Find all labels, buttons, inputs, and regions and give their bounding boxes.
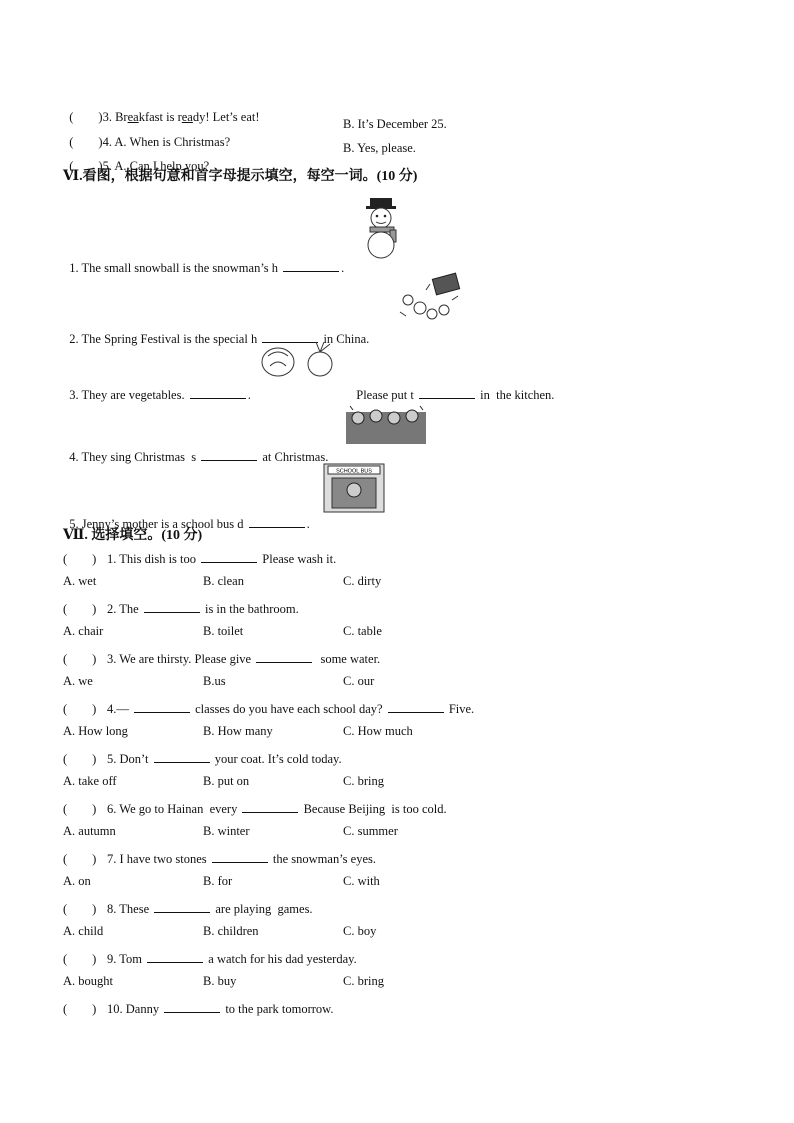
question-text: 9. Tom bbox=[107, 952, 143, 966]
s6-item-1: 1. The small snowball is the snowman’s h . bbox=[69, 261, 345, 275]
option-c[interactable]: C. our bbox=[343, 674, 375, 688]
question-answer-text: Five. bbox=[445, 702, 475, 716]
question-3 bbox=[63, 649, 380, 667]
answer-paren[interactable]: ( ) bbox=[63, 852, 97, 866]
top-item-5-option-b: B. Yes, please. bbox=[343, 141, 416, 155]
option-b[interactable]: B.us bbox=[203, 674, 226, 688]
top-item-4-option-b: B. It’s December 25. bbox=[343, 117, 447, 131]
option-a[interactable]: A. child bbox=[63, 924, 104, 938]
option-a[interactable]: A. How long bbox=[63, 724, 128, 738]
option-b[interactable]: B. winter bbox=[203, 824, 250, 838]
question-text: 5. Don’t bbox=[107, 752, 149, 766]
option-b[interactable]: B. toilet bbox=[203, 624, 244, 638]
answer-blank[interactable] bbox=[190, 387, 246, 399]
option-a[interactable]: A. chair bbox=[63, 624, 104, 638]
option-a[interactable]: A. autumn bbox=[63, 824, 116, 838]
option-c[interactable]: C. How much bbox=[343, 724, 413, 738]
answer-paren[interactable]: ( ) bbox=[63, 952, 97, 966]
option-c[interactable]: C. summer bbox=[343, 824, 398, 838]
answer-paren[interactable]: ( ) bbox=[63, 652, 97, 666]
s6-item-5: 5. Jenny’s mother is a school bus d . bbox=[69, 517, 310, 531]
option-c[interactable]: C. dirty bbox=[343, 574, 382, 588]
answer-blank[interactable] bbox=[147, 951, 203, 963]
s6-item-2: 2. The Spring Festival is the special h in China. bbox=[69, 332, 370, 346]
top-item-3: ( )3. Breakfast is ready! Let’s eat! bbox=[69, 110, 260, 124]
top-item-4: ( )4. A. When is Christmas? bbox=[69, 135, 231, 149]
question-6 bbox=[63, 799, 447, 817]
option-c[interactable]: C. with bbox=[343, 874, 380, 888]
question-text-end: to the park tomorrow. bbox=[222, 1002, 334, 1016]
question-text: 4.— bbox=[107, 702, 129, 716]
answer-blank[interactable] bbox=[388, 701, 444, 713]
answer-paren[interactable]: ( ) bbox=[63, 552, 97, 566]
answer-blank[interactable] bbox=[154, 901, 210, 913]
question-text-end: classes do you have each school day? bbox=[192, 702, 383, 716]
singers-picture bbox=[344, 402, 428, 446]
question-2 bbox=[63, 599, 299, 617]
question-text: 3. We are thirsty. Please give bbox=[107, 652, 252, 666]
answer-blank[interactable] bbox=[164, 1001, 220, 1013]
question-7 bbox=[63, 849, 376, 867]
question-8 bbox=[63, 899, 313, 917]
question-text: 2. The bbox=[107, 602, 139, 616]
answer-blank[interactable] bbox=[212, 851, 268, 863]
question-1 bbox=[63, 549, 336, 567]
question-text: 6. We go to Hainan every bbox=[107, 802, 238, 816]
section-6-title: Ⅵ.看图，根据句意和首字母提示填空，每空一词。(10 分) bbox=[63, 169, 418, 184]
vegetables-picture bbox=[258, 340, 342, 382]
option-b[interactable]: B. clean bbox=[203, 574, 244, 588]
question-text-end: is in the bathroom. bbox=[201, 602, 299, 616]
top-item-5: ( )5. A. Can I help you? bbox=[69, 159, 210, 173]
answer-blank[interactable] bbox=[283, 260, 339, 272]
question-text-end: a watch for his dad yesterday. bbox=[205, 952, 357, 966]
option-c[interactable]: C. bring bbox=[343, 974, 384, 988]
option-a[interactable]: A. we bbox=[63, 674, 93, 688]
question-text: 1. This dish is too bbox=[107, 552, 197, 566]
option-b[interactable]: B. for bbox=[203, 874, 233, 888]
option-a[interactable]: A. bought bbox=[63, 974, 113, 988]
answer-blank[interactable] bbox=[249, 516, 305, 528]
answer-blank[interactable] bbox=[256, 651, 312, 663]
s6-item-3b: Please put t in the kitchen. bbox=[356, 388, 555, 402]
option-b[interactable]: B. put on bbox=[203, 774, 250, 788]
answer-paren[interactable]: ( ) bbox=[63, 602, 97, 616]
section-7-title: Ⅶ. 选择填空。(10 分) bbox=[63, 528, 203, 543]
bus-sign-label: SCHOOL BUS bbox=[336, 468, 372, 475]
question-4 bbox=[63, 699, 474, 717]
answer-paren[interactable]: ( ) bbox=[63, 752, 97, 766]
option-c[interactable]: C. boy bbox=[343, 924, 377, 938]
question-text-end: the snowman’s eyes. bbox=[269, 852, 376, 866]
s6-item-4: 4. They sing Christmas s at Christmas. bbox=[69, 450, 329, 464]
question-text-end: your coat. It’s cold today. bbox=[211, 752, 342, 766]
s6-item-3: 3. They are vegetables. . bbox=[69, 388, 251, 402]
snowman-picture bbox=[358, 196, 404, 260]
answer-blank[interactable] bbox=[154, 751, 210, 763]
question-10 bbox=[63, 999, 334, 1017]
option-b[interactable]: B. buy bbox=[203, 974, 237, 988]
option-c[interactable]: C. bring bbox=[343, 774, 384, 788]
festival-picture bbox=[396, 270, 466, 328]
question-text-end: are playing games. bbox=[212, 902, 313, 916]
question-text: 7. I have two stones bbox=[107, 852, 207, 866]
question-text: 10. Danny bbox=[107, 1002, 160, 1016]
answer-blank[interactable] bbox=[419, 387, 475, 399]
question-text-end: some water. bbox=[314, 652, 381, 666]
answer-paren[interactable]: ( ) bbox=[63, 1002, 97, 1016]
question-9 bbox=[63, 949, 357, 967]
answer-paren[interactable]: ( ) bbox=[63, 702, 97, 716]
bus-driver-picture bbox=[322, 462, 386, 514]
option-b[interactable]: B. children bbox=[203, 924, 259, 938]
option-c[interactable]: C. table bbox=[343, 624, 382, 638]
question-text: 8. These bbox=[107, 902, 150, 916]
question-text-end: Because Beijing is too cold. bbox=[300, 802, 447, 816]
question-5 bbox=[63, 749, 342, 767]
option-a[interactable]: A. take off bbox=[63, 774, 117, 788]
option-a[interactable]: A. wet bbox=[63, 574, 97, 588]
answer-blank[interactable] bbox=[201, 551, 257, 563]
question-text-end: Please wash it. bbox=[259, 552, 337, 566]
answer-paren[interactable]: ( ) bbox=[63, 902, 97, 916]
answer-blank[interactable] bbox=[144, 601, 200, 613]
option-b[interactable]: B. How many bbox=[203, 724, 273, 738]
answer-blank[interactable] bbox=[134, 701, 190, 713]
answer-blank[interactable] bbox=[242, 801, 298, 813]
answer-paren[interactable]: ( ) bbox=[63, 802, 97, 816]
option-a[interactable]: A. on bbox=[63, 874, 91, 888]
answer-blank[interactable] bbox=[201, 449, 257, 461]
